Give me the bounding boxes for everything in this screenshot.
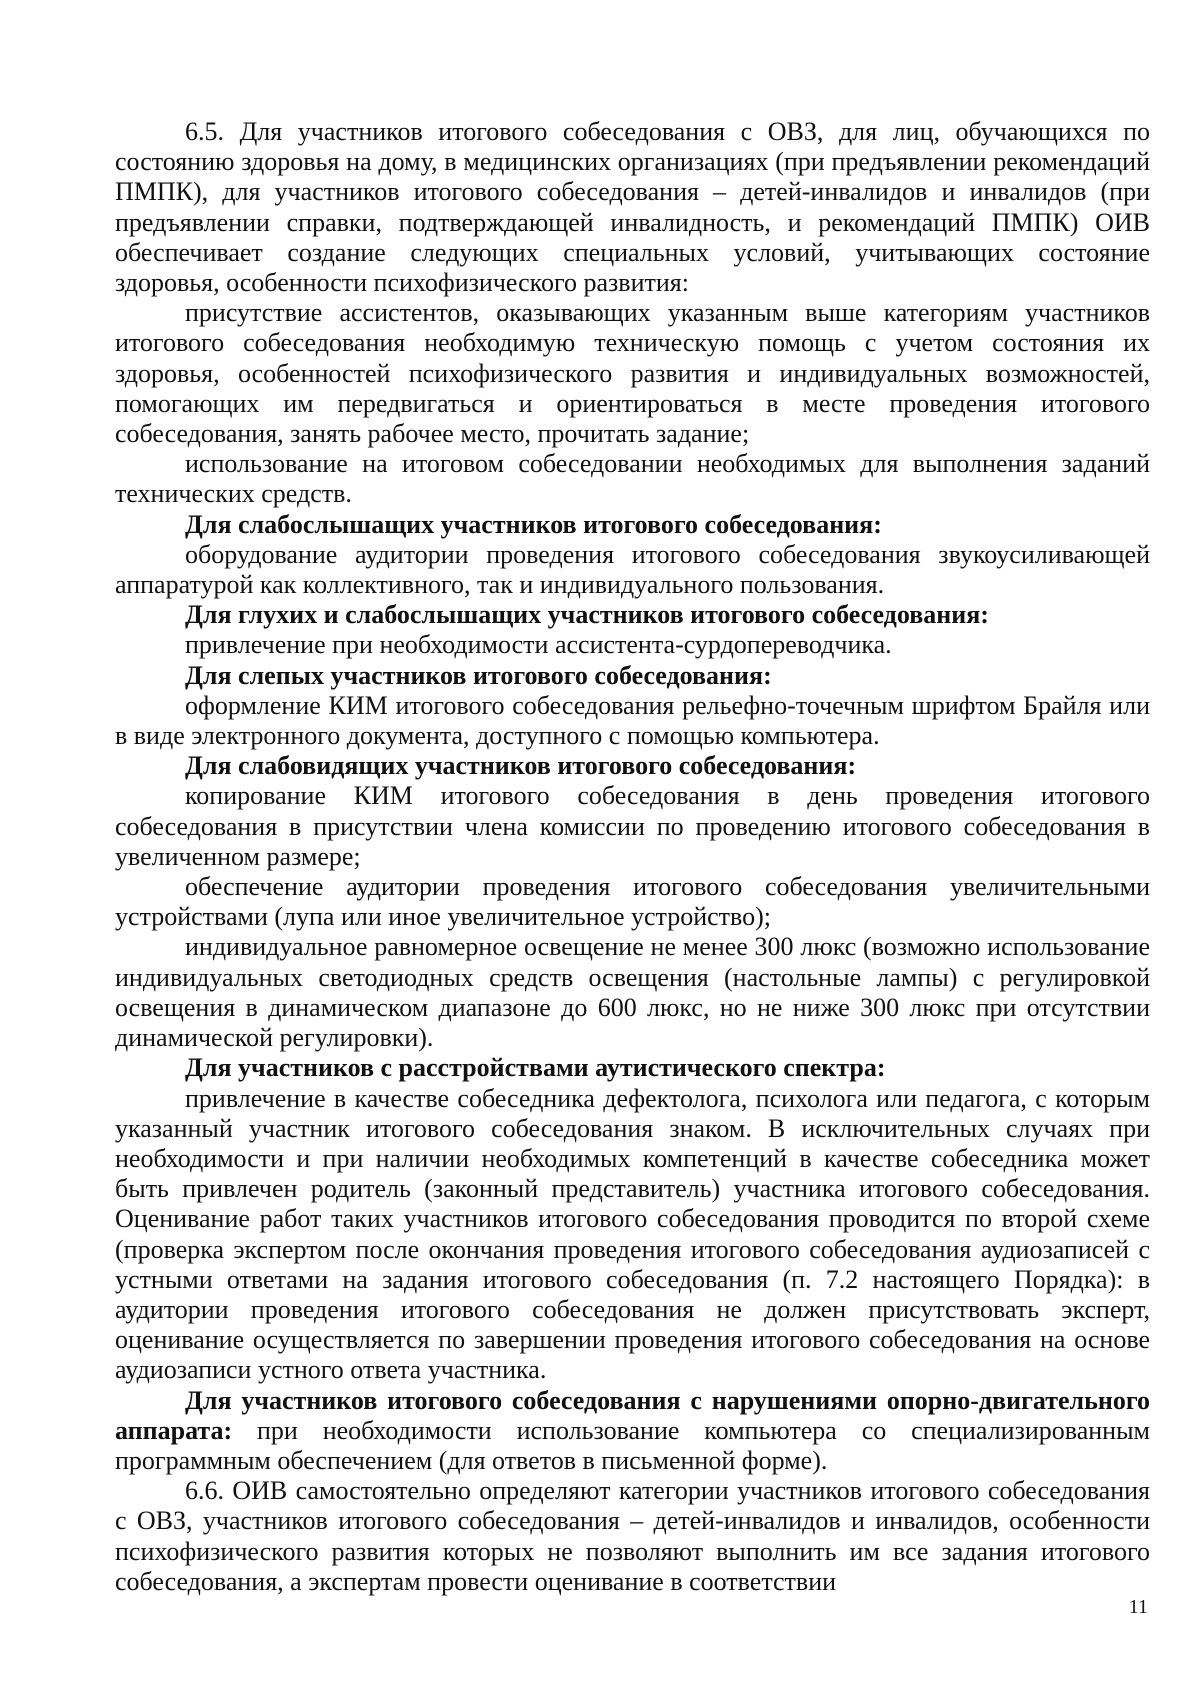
- paragraph-sound-equipment: оборудование аудитории проведения итогового собеседования звукоусиливающей аппаратурой как коллективного, так и индивидуального пользования.: [115, 539, 1150, 600]
- paragraph-assistants: присутствие ассистентов, оказывающих указанным выше категориям участников итогового собеседования необходимую техническую помощь с учетом состояния их здоровья, особенностей психофизического развития и индивидуальных возможностей, помогающих им передвигаться и ориентироваться в месте проведения итогового собеседования, занять рабочее место, прочитать задание;: [115, 298, 1150, 449]
- heading-blind: Для слепых участников итогового собеседования:: [185, 660, 772, 690]
- paragraph-6-5: 6.5. Для участников итогового собеседования с ОВЗ, для лиц, обучающихся по состоянию здоровья на дому, в медицинских организациях (при предъявлении рекомендаций ПМПК), для участников итогового собеседования – детей-инвалидов и инвалидов (при предъявлении справки, подтверждающей инвалидность, и рекомендаций ПМПК) ОИВ обеспечивает создание следующих специальных условий, учитывающих состояние здоровья, особенности психофизического развития:: [115, 117, 1150, 298]
- paragraph-musculoskeletal: [115, 1386, 1150, 1477]
- paragraph-lighting: индивидуальное равномерное освещение не менее 300 люкс (возможно использование индивидуальных светодиодных средств освещения (настольные лампы) с регулировкой освещения в динамическом диапазоне до 600 люкс, но не ниже 300 люкс при отсутствии динамической регулировки).: [115, 932, 1150, 1053]
- paragraph-copy-enlarged: копирование КИМ итогового собеседования в день проведения итогового собеседования в присутствии члена комиссии по проведению итогового собеседования в увеличенном размере;: [115, 781, 1150, 871]
- heading-visually-impaired: Для слабовидящих участников итогового собеседования:: [185, 751, 857, 781]
- paragraph-autism-interlocutor: привлечение в качестве собеседника дефектолога, психолога или педагога, с которым указанный участник итогового собеседования знаком. В исключительных случаях при необходимости и при наличии необходимых компетенций в качестве собеседника может быть привлечен родитель (законный представитель) участника итогового собеседования. Оценивание работ таких участников итогового собеседования проводится по второй схеме (проверка экспертом после окончания проведения итогового собеседования аудиозаписей с устными ответами на задания итогового собеседования (п. 7.2 настоящего Порядка): в аудитории проведения итогового собеседования не должен присутствовать эксперт, оценивание осуществляется по завершении проведения итогового собеседования на основе аудиозаписи устного ответа участника.: [115, 1083, 1150, 1385]
- paragraph-sign-interpreter: привлечение при необходимости ассистента-сурдопереводчика.: [185, 630, 892, 660]
- paragraph-magnifiers: обеспечение аудитории проведения итогового собеседования увеличительными устройствами (лупа или иное увеличительное устройство);: [115, 872, 1150, 932]
- paragraph-6-6: 6.6. ОИВ самостоятельно определяют категории участников итогового собеседования с ОВЗ, участников итогового собеседования – детей-инвалидов и инвалидов, особенности психофизического развития которых не позволяют выполнить им все задания итогового собеседования, а экспертам провести оценивание в соответствии: [115, 1476, 1150, 1596]
- heading-autism: Для участников с расстройствами аутистического спектра:: [185, 1053, 886, 1083]
- document-body: [115, 117, 1150, 1597]
- paragraph-braille: оформление КИМ итогового собеседования рельефно-точечным шрифтом Брайля или в виде электронного документа, доступного с помощью компьютера.: [115, 690, 1150, 751]
- paragraph-technical-means: использование на итоговом собеседовании необходимых для выполнения заданий технических средств.: [115, 449, 1150, 509]
- heading-deaf: Для глухих и слабослышащих участников итогового собеседования:: [185, 600, 989, 630]
- page-number: 11: [1128, 1596, 1148, 1618]
- paragraph-musculoskeletal-text: при необходимости использование компьютера со специализированным программным обеспечением (для ответов в письменной форме).: [115, 1415, 1150, 1475]
- paragraph-musculoskeletal-heading: Для участников итогового собеседования с нарушениями опорно-двигательного аппарата:: [115, 1385, 1150, 1445]
- heading-hard-of-hearing: Для слабослышащих участников итогового собеседования:: [185, 509, 882, 539]
